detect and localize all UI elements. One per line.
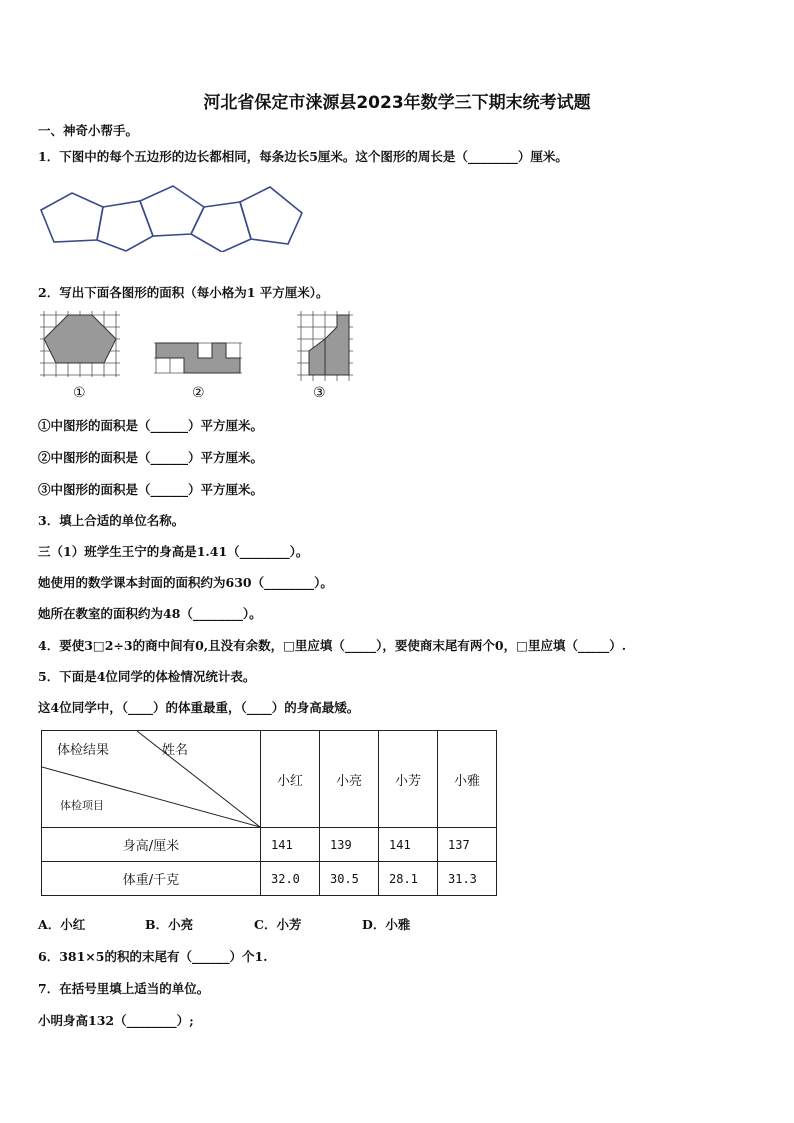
table-cell: 137 (438, 828, 497, 862)
table-name-cell: 小芳 (379, 731, 438, 828)
choice-b: B．小亮 (145, 917, 194, 932)
header-item-label: 体检项目 (60, 799, 104, 812)
table-name-cell: 小红 (261, 731, 320, 828)
table-name-cell: 小亮 (320, 731, 379, 828)
table-header-diagonal-cell (42, 731, 261, 828)
header-result-label: 体检结果 (57, 743, 110, 758)
table-name-cell: 小雅 (438, 731, 497, 828)
question-6: 6．381×5的积的末尾有（______）个1. (38, 949, 268, 964)
choice-d: D．小雅 (362, 917, 411, 932)
table-cell: 141 (261, 828, 320, 862)
grid-figure-2 (154, 341, 244, 375)
table-cell: 30.5 (320, 862, 379, 896)
table-cell: 32.0 (261, 862, 320, 896)
pentagon (240, 187, 302, 244)
question-5-prompt: 这4位同学中，（____）的体重最重，（____）的身高最矮。 (38, 700, 360, 715)
grid-figure-3 (297, 311, 353, 381)
question-3-line-3: 她所在教室的面积约为48（________）。 (38, 606, 262, 621)
table-row (42, 828, 497, 862)
choice-a: A．小红 (38, 917, 86, 932)
table-cell: 139 (320, 828, 379, 862)
pentagon (97, 201, 153, 251)
question-4: 4．要使3□2÷3的商中间有0,且没有余数，□里应填（_____），要使商末尾有两个0，□里应填（_____）. (38, 638, 627, 653)
shaded-shape (44, 315, 116, 363)
grid-figure-1 (40, 311, 120, 377)
shaded-shape (156, 343, 240, 373)
page-title: 河北省保定市涞源县2023年数学三下期末统考试题 (203, 93, 591, 113)
table-cell: 28.1 (379, 862, 438, 896)
question-7: 7．在括号里填上适当的单位。 (38, 981, 210, 996)
figure-label-3: ③ (313, 385, 326, 401)
figure-label-2: ② (192, 385, 205, 401)
question-2-answer-1: ①中图形的面积是（______）平方厘米。 (38, 418, 264, 433)
table-row-label: 体重/千克 (42, 862, 261, 896)
shaded-shape (309, 339, 325, 375)
table-cell: 141 (379, 828, 438, 862)
question-5: 5．下面是4位同学的体检情况统计表。 (38, 669, 256, 684)
figure-label-1: ① (73, 385, 86, 401)
question-3: 3．填上合适的单位名称。 (38, 513, 185, 528)
question-1: 1．下图中的每个五边形的边长都相同，每条边长5厘米。这个图形的周长是（________）厘米。 (38, 149, 568, 164)
header-name-label: 姓名 (162, 743, 189, 758)
health-check-table (41, 730, 497, 896)
question-2-answer-3: ③中图形的面积是（______）平方厘米。 (38, 482, 264, 497)
shaded-shape (325, 315, 349, 375)
question-3-line-1: 三（1）班学生王宁的身高是1.41（________）。 (38, 544, 309, 559)
choice-c: C．小芳 (254, 917, 302, 932)
table-row-label: 身高/厘米 (42, 828, 261, 862)
table-cell: 31.3 (438, 862, 497, 896)
question-3-line-2: 她使用的数学课本封面的面积约为630（________）。 (38, 575, 333, 590)
question-7-line-1: 小明身高132（________）; (38, 1013, 194, 1028)
table-row (42, 862, 497, 896)
question-2-answer-2: ②中图形的面积是（______）平方厘米。 (38, 450, 264, 465)
pentagon (41, 193, 103, 242)
pentagon-chain-figure (38, 182, 308, 252)
question-2: 2．写出下面各图形的面积（每小格为1 平方厘米）。 (38, 285, 329, 300)
section-heading: 一、神奇小帮手。 (38, 123, 139, 138)
